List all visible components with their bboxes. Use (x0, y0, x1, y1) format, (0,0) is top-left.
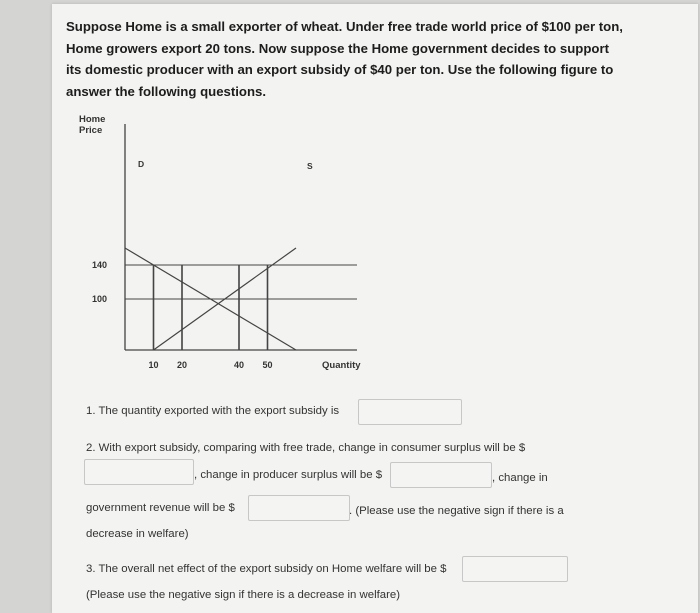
supply-demand-chart (52, 4, 698, 613)
question-2-mid: , change in producer surplus will be $ (194, 469, 383, 481)
consumer-surplus-input[interactable] (84, 459, 194, 485)
question-1-text: 1. The quantity exported with the export subsidy is (86, 405, 340, 417)
y-tick-100: 100 (92, 294, 108, 304)
supply-label: S (307, 161, 313, 171)
x-axis-label: Quantity (322, 360, 361, 371)
question-2-note: . (Please use the negative sign if there is a (349, 505, 564, 517)
question-3-note: (Please use the negative sign if there is a decrease in welfare) (86, 589, 401, 601)
question-2-end: , change in (492, 472, 548, 484)
question-3-text: 3. The overall net effect of the export subsidy on Home welfare will be $ (86, 563, 447, 575)
demand-label: D (138, 159, 145, 169)
government-revenue-input[interactable] (248, 495, 350, 521)
q1-answer-input[interactable] (358, 399, 462, 425)
question-2-text: 2. With export subsidy, comparing with free trade, change in consumer surplus will be $ (86, 442, 526, 454)
problem-statement: Suppose Home is a small exporter of wheat. Under free trade world price of $100 per ton, Home growers export 20 tons. Now suppose the Home government decides to support its domestic producer with an export subsidy of $40 per ton. Use the following figure to answer the following questions. (66, 19, 623, 99)
x-tick-10: 10 (148, 360, 159, 370)
y-axis-label-line2: Price (79, 125, 103, 136)
net-welfare-input[interactable] (462, 556, 568, 582)
x-tick-20: 20 (177, 360, 188, 370)
question-2-gov: government revenue will be $ (86, 502, 235, 514)
question-2-note-2: decrease in welfare) (86, 528, 189, 540)
y-axis-label-line1: Home (79, 114, 106, 125)
x-tick-50: 50 (262, 360, 273, 370)
question-sheet (52, 4, 698, 613)
producer-surplus-input[interactable] (390, 462, 492, 488)
x-tick-40: 40 (234, 360, 245, 370)
y-tick-140: 140 (92, 260, 108, 270)
